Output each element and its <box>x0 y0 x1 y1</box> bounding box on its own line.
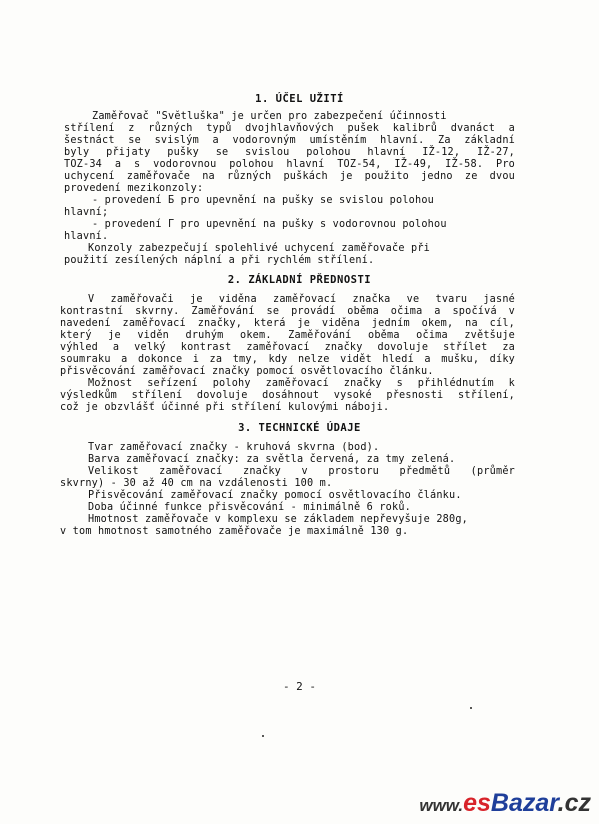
watermark-bazar: Bazar <box>490 789 558 817</box>
watermark-es: es <box>463 789 491 817</box>
text-line: což je obzvlášť účinné při střílení kulovými náboji. <box>60 402 390 413</box>
text-line: provedení mezikonzoly: <box>64 183 204 194</box>
text-line: hlavní; <box>64 207 109 218</box>
text-line: přisvěcování zaměřovací značky pomocí osvětlovacího článku. <box>60 366 434 377</box>
text-line: soumraku a dokonce i za tmy, kdy nelze vidět hledí a mušku, díky <box>60 354 515 365</box>
page-number: - 2 - <box>282 680 317 693</box>
text-line: výsledkům střílení dovoluje dosáhnout vysoké přesnosti střílení, <box>60 390 515 401</box>
text-line: TOZ-34 a s vodorovnou polohou hlavní TOZ-54, IŽ-49, IŽ-58. Pro <box>64 159 515 170</box>
text-line: kontrastní skvrny. Zaměřování se provádí oběma očima a spočívá v <box>60 306 515 317</box>
text-line: Tvar zaměřovací značky - kruhová skvrna (bod). <box>88 442 380 453</box>
section-heading-zakladni-prednosti: 2. ZÁKLADNÍ PŘEDNOSTI <box>227 274 372 286</box>
text-line: Doba účinné funkce přisvěcování - minimálně 6 roků. <box>88 502 412 513</box>
text-line: Zaměřovač "Svĕtluška" je určen pro zabezpečení účinnosti <box>92 111 447 122</box>
scan-speck <box>470 707 472 709</box>
text-line: uchycení zaměřovače na různých puškách je použito jedno ze dvou <box>64 171 515 182</box>
text-line: použití zesílených náplní a při rychlém střílení. <box>64 255 375 266</box>
text-line: V zaměřovači je viděna zaměřovací značka ve tvaru jasné <box>88 294 515 305</box>
text-line: Možnost seřízení polohy zaměřovací značky s přihlédnutím k <box>88 378 515 389</box>
text-line: v tom hmotnost samotného zaměřovače je maximálně 130 g. <box>60 526 409 537</box>
text-line: šestnáct se svislým a vodorovným umístěním hlavní. Za základní <box>64 135 515 146</box>
watermark-cz: .cz <box>557 789 591 817</box>
text-line: - provedení Б pro upevnění na pušky se svislou polohou <box>92 195 435 206</box>
text-line: Velikost zaměřovací značky v prostoru předmětů (průměr <box>88 466 515 477</box>
scan-speck <box>262 735 264 737</box>
text-line: Konzoly zabezpečují spolehlivé uchycení zaměřovače při <box>88 243 431 254</box>
text-line: Hmotnost zaměřovače v komplexu se základem nepřevyšuje 280g, <box>88 514 469 525</box>
text-line: Barva zaměřovací značky: za světla červená, za tmy zelená. <box>88 454 456 465</box>
text-line: navedení zaměřovací značky, která je viděna jedním okem, na cíl, <box>60 318 515 329</box>
text-line: skvrny) - 30 až 40 cm na vzdálenosti 100 m. <box>60 478 333 489</box>
text-line: byly přijaty pušky se svislou polohou hlavní IŽ-12, IŽ-27, <box>64 147 515 158</box>
section-heading-uceL-uziti: 1. ÚČEL UŽITÍ <box>255 93 344 105</box>
esbazar-watermark-logo <box>419 788 591 818</box>
text-line: - provedení Г pro upevnění na pušky s vodorovnou polohou <box>92 219 447 230</box>
watermark-prefix: www. <box>419 796 464 815</box>
text-line: který je viděn druhým okem. Zaměřování oběma očima zvětšuje <box>60 330 515 341</box>
text-line: Přisvěcování zaměřovací značky pomocí osvětlovacího článku. <box>88 490 462 501</box>
text-line: střílení z různých typů dvojhlavňových pušek kalibrů dvanáct a <box>64 123 515 134</box>
text-line: hlavní. <box>64 231 109 242</box>
section-heading-technicke-udaje: 3. TECHNICKÉ ÚDAJE <box>238 422 361 434</box>
text-line: výhled a velký kontrast zaměřovací značky dovoluje střílet za <box>60 342 515 353</box>
